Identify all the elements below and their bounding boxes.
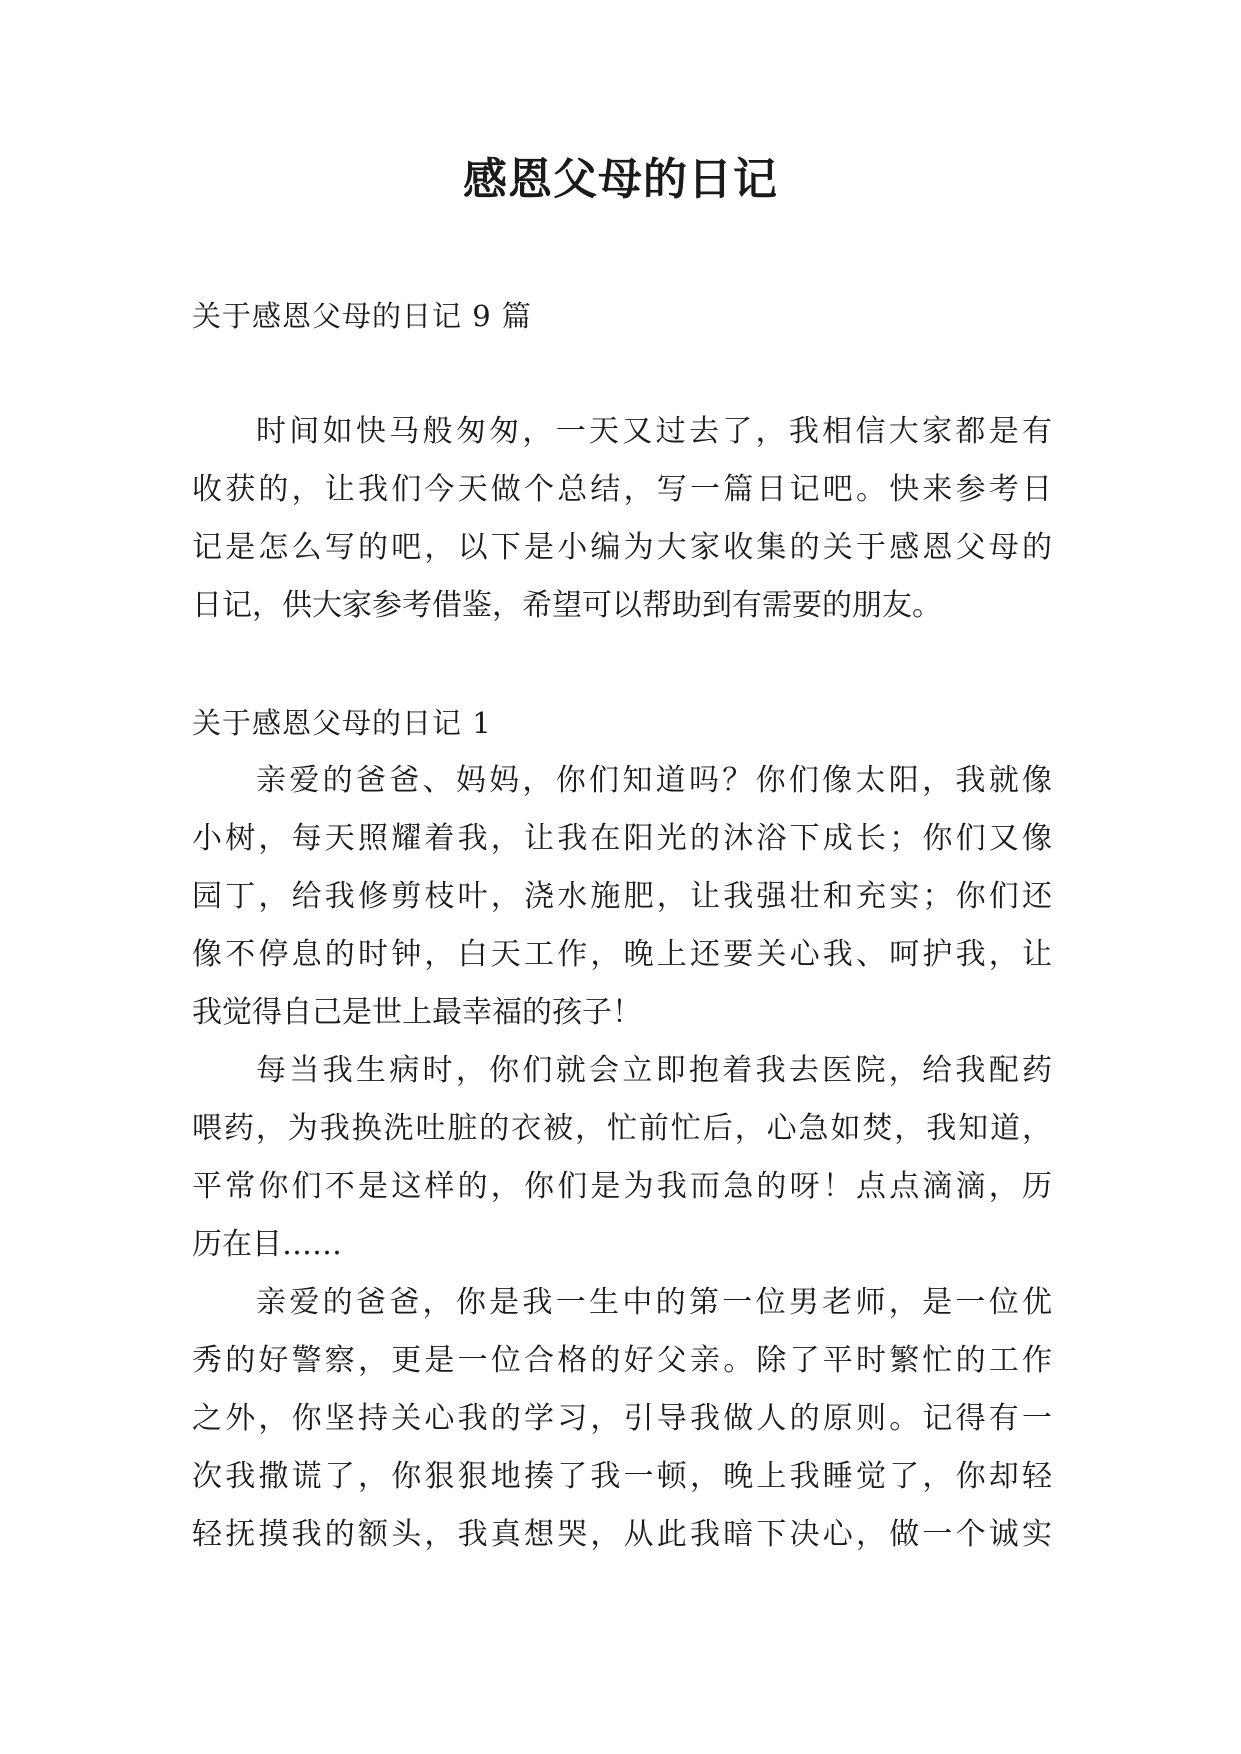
paragraph-line: 喂药，为我换洗吐脏的衣被，忙前忙后，心急如焚，我知道， [192,1111,1052,1146]
entry-body [192,752,1052,1564]
entry-paragraph-1 [192,752,1052,1042]
entry-paragraph-3 [192,1274,1052,1564]
intro-line: 记是怎么写的吧，以下是小编为大家收集的关于感恩父母的 [192,530,1052,565]
paragraph-line: 秀的好警察，更是一位合格的好父亲。除了平时繁忙的工作 [192,1343,1052,1378]
entry-heading-text: 关于感恩父母的日记 1 [192,706,492,740]
paragraph-line: 次我撒谎了，你狠狠地揍了我一顿，晚上我睡觉了，你却轻 [192,1459,1052,1494]
document-subtitle [192,287,1052,345]
paragraph-line: 每当我生病时，你们就会立即抱着我去医院，给我配药 [256,1053,1052,1088]
paragraph-line: 平常你们不是这样的，你们是为我而急的呀！点点滴滴，历 [192,1169,1052,1204]
page-title: 感恩父母的日记 [463,154,778,205]
intro-line: 收获的，让我们今天做个总结，写一篇日记吧。快来参考日 [192,472,1052,507]
paragraph-line: 亲爱的爸爸、妈妈，你们知道吗？你们像太阳，我就像 [256,763,1052,798]
entry-heading [192,694,1052,752]
paragraph-line: 亲爱的爸爸，你是我一生中的第一位男老师，是一位优 [256,1285,1052,1320]
paragraph-line: 小树，每天照耀着我，让我在阳光的沐浴下成长；你们又像 [192,821,1052,856]
paragraph-line: 园丁，给我修剪枝叶，浇水施肥，让我强壮和充实；你们还 [192,879,1052,914]
paragraph-line: 像不停息的时钟，白天工作，晚上还要关心我、呵护我，让 [192,937,1052,972]
paragraph-line: 我觉得自己是世上最幸福的孩子！ [192,995,642,1030]
paragraph-line: 轻抚摸我的额头，我真想哭，从此我暗下决心，做一个诚实 [192,1517,1052,1552]
subtitle-text: 关于感恩父母的日记 9 篇 [192,299,532,333]
intro-paragraph [192,403,1052,635]
paragraph-line: 历在目…… [192,1227,342,1262]
entry-paragraph-2 [192,1042,1052,1274]
paragraph-line: 之外，你坚持关心我的学习，引导我做人的原则。记得有一 [192,1401,1052,1436]
intro-line: 日记，供大家参考借鉴，希望可以帮助到有需要的朋友。 [192,588,942,623]
intro-line: 时间如快马般匆匆，一天又过去了，我相信大家都是有 [256,414,1052,449]
